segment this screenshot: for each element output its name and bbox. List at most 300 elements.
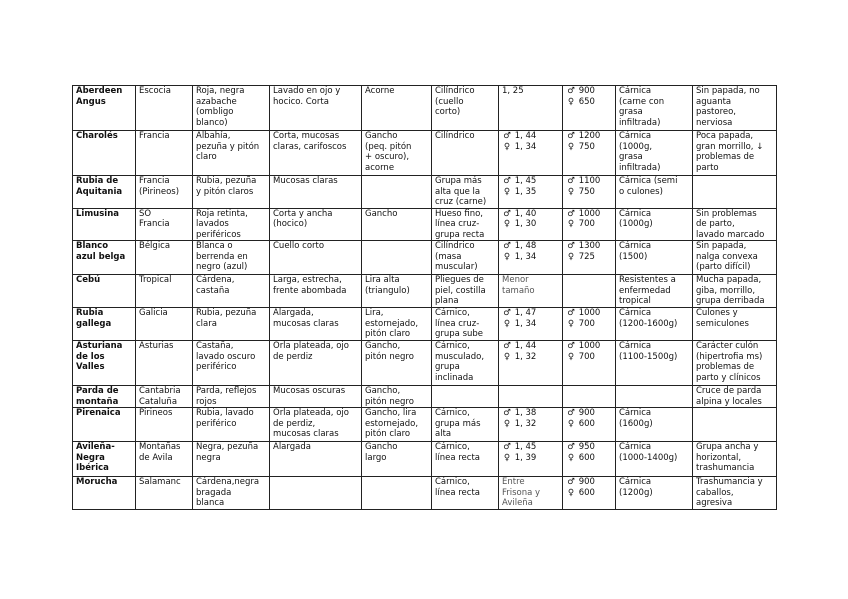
size-cell (499, 386, 563, 408)
table-row (73, 275, 777, 308)
origin-cell (136, 308, 193, 341)
cell-line: corto) (435, 107, 461, 117)
coat-cell (193, 477, 270, 510)
aptitude-cell (616, 208, 693, 241)
cell-line: negro (azul) (196, 262, 248, 272)
cell-line: pitón claro (365, 329, 411, 339)
sex-value-pair (566, 187, 612, 198)
male-symbol-icon: ♂ (567, 308, 575, 318)
cell-line: pezuña y pitón (196, 141, 260, 152)
cell-line: Acorne (365, 86, 395, 96)
size-cell (499, 131, 563, 176)
male-symbol-icon: ♂ (567, 442, 575, 452)
cell-line: hocico. Corta (273, 96, 329, 107)
pair-value: 1, 44 (514, 131, 537, 141)
breed-name-cell (73, 176, 136, 209)
cell-line: trashumancia (696, 463, 755, 473)
cell-line: Cárnica (619, 308, 652, 318)
horns-cell (362, 275, 432, 308)
sex-value-pair (566, 419, 612, 430)
female-symbol-icon: ♀ (567, 351, 575, 362)
female-symbol-icon: ♀ (567, 452, 575, 463)
cell-line: inclinada (435, 372, 474, 383)
cell-line: y pitón claros (196, 186, 254, 197)
size-cell (499, 477, 563, 510)
cell-line: giba, morrillo, (696, 285, 756, 296)
pair-value: 950 (578, 442, 595, 452)
cell-line: estornejado, (365, 418, 419, 429)
cell-line: pitón claro (365, 429, 411, 439)
cell-line: azul belga (76, 251, 126, 262)
cell-line: de Avila (139, 452, 173, 463)
horns-cell (362, 208, 432, 241)
female-symbol-icon: ♀ (503, 219, 511, 229)
cell-line: Cárnico, (435, 477, 470, 487)
horns-cell (362, 131, 432, 176)
origin-cell (136, 131, 193, 176)
sex-value-pair (502, 352, 559, 363)
cell-line: de parto, (696, 219, 735, 229)
cell-line: montaña (76, 396, 119, 407)
cell-line: Rubia, lavado (196, 408, 254, 418)
cell-line: caballos, (696, 487, 734, 498)
cell-line: periféricos (196, 229, 241, 240)
notes-cell (693, 386, 777, 408)
cell-line: (parto difícil) (696, 262, 751, 272)
weight-cell (563, 308, 616, 341)
cell-line: Sin papada, no (696, 86, 760, 96)
cell-line: Grupa más (435, 176, 482, 186)
coat-cell (193, 275, 270, 308)
mucosa-cell (270, 308, 362, 341)
cell-line: rojos (196, 396, 217, 407)
horns-cell (362, 241, 432, 275)
weight-cell (563, 86, 616, 131)
pair-value: 900 (578, 408, 595, 418)
pair-value: 1000 (578, 208, 601, 219)
cell-line: Gancho (365, 131, 398, 141)
cell-line: (cuello (435, 96, 464, 107)
aptitude-cell (616, 477, 693, 510)
sex-value-pair (502, 142, 559, 153)
cell-line: Albahía, (196, 131, 231, 141)
cell-line: de perdiz (273, 351, 313, 362)
pair-value: 700 (578, 219, 595, 229)
cell-line: Asturiana (76, 341, 123, 351)
cell-line: Cruce de parda (696, 386, 762, 396)
pair-value: 1000 (578, 341, 601, 351)
weight-cell (563, 131, 616, 176)
male-symbol-icon: ♂ (503, 408, 511, 418)
cell-line: Gancho, (365, 341, 401, 351)
cell-line: alta (435, 429, 452, 439)
aptitude-cell (616, 308, 693, 341)
cell-line: Sin papada, (696, 241, 747, 251)
cell-line: Mucha papada, (696, 275, 762, 285)
aptitude-cell (616, 386, 693, 408)
mucosa-cell (270, 86, 362, 131)
cell-line: mucosas claras (273, 429, 339, 439)
origin-cell (136, 442, 193, 477)
sex-value-pair (502, 341, 559, 352)
cell-line: Charolés (76, 131, 118, 141)
pair-value: 1, 34 (514, 141, 537, 152)
table-row (73, 86, 777, 131)
male-symbol-icon: ♂ (503, 208, 511, 219)
cell-line: Resistentes a (619, 275, 676, 285)
pair-value: 1, 44 (514, 341, 537, 351)
weight-cell (563, 341, 616, 386)
size-cell (499, 275, 563, 308)
cell-line: pastoreo, (696, 107, 737, 117)
weight-cell (563, 477, 616, 510)
mucosa-cell (270, 176, 362, 209)
aptitude-cell (616, 131, 693, 176)
aptitude-cell (616, 341, 693, 386)
cell-line: Gancho (365, 208, 398, 219)
pair-value: 1, 32 (514, 351, 537, 362)
cell-line: Avileña (502, 498, 533, 508)
sex-value-pair (566, 252, 612, 263)
cell-line: Entre (502, 477, 525, 487)
sex-value-pair (566, 131, 612, 142)
cell-line: Cárnica (619, 477, 652, 487)
table-row (73, 308, 777, 341)
male-symbol-icon: ♂ (503, 308, 511, 318)
cell-line: blanca (196, 498, 225, 508)
cell-line: semiculones (696, 318, 749, 329)
female-symbol-icon: ♀ (503, 418, 511, 429)
cell-line: Asturias (139, 341, 174, 351)
male-symbol-icon: ♂ (503, 131, 511, 141)
cell-line: largo (365, 452, 387, 463)
conformation-cell (432, 477, 499, 510)
breed-name-cell (73, 408, 136, 442)
cell-line: problemas de (696, 362, 755, 372)
coat-cell (193, 131, 270, 176)
cell-line: Valles (76, 362, 105, 372)
size-cell (499, 176, 563, 209)
notes-cell (693, 341, 777, 386)
pair-value: 1, 40 (514, 208, 537, 219)
cell-line: mucosas claras (273, 318, 339, 329)
cell-line: Castaña, (196, 341, 234, 351)
sex-value-pair (502, 419, 559, 430)
cell-line: (triangulo) (365, 285, 410, 296)
coat-cell (193, 408, 270, 442)
aptitude-cell (616, 176, 693, 209)
aptitude-cell (616, 241, 693, 275)
cell-line: lavados (196, 219, 229, 229)
origin-cell (136, 208, 193, 241)
male-symbol-icon: ♂ (567, 241, 575, 251)
cell-line: Bélgica (139, 241, 171, 251)
female-symbol-icon: ♀ (503, 351, 511, 362)
horns-cell (362, 442, 432, 477)
table-row (73, 341, 777, 386)
cell-line: enfermedad (619, 285, 671, 296)
cell-line: blanco) (196, 117, 228, 128)
horns-cell (362, 386, 432, 408)
size-cell (499, 408, 563, 442)
cell-line: Montañas (139, 442, 181, 452)
breed-name-cell (73, 386, 136, 408)
origin-cell (136, 86, 193, 131)
sex-value-pair (566, 142, 612, 153)
coat-cell (193, 308, 270, 341)
female-symbol-icon: ♀ (503, 452, 511, 463)
cell-line: Francia (139, 131, 170, 141)
cell-line: musculado, (435, 351, 485, 362)
cell-line: de perdiz, (273, 418, 316, 429)
origin-cell (136, 477, 193, 510)
horns-cell (362, 308, 432, 341)
cell-line: Culones y (696, 308, 738, 318)
pair-value: 1, 34 (514, 251, 537, 262)
cell-line: claro (196, 152, 217, 162)
cell-line: Cantabria (139, 386, 181, 396)
weight-cell (563, 442, 616, 477)
cell-line: lavado oscuro (196, 351, 256, 362)
weight-cell (563, 275, 616, 308)
cell-line: Cárnica (619, 86, 652, 96)
cell-line: claras, carifoscos (273, 141, 347, 152)
coat-cell (193, 341, 270, 386)
table-row (73, 131, 777, 176)
cell-line: (carne con (619, 96, 665, 107)
sex-value-pair (502, 209, 559, 220)
cell-line: Gancho, (365, 386, 401, 396)
cell-line: Frisona y (502, 487, 541, 498)
cell-line: problemas de (696, 152, 755, 162)
cell-line: Larga, estrecha, (273, 275, 342, 285)
cell-line: Lira alta (365, 275, 400, 285)
cell-line: SO (139, 208, 152, 219)
conformation-cell (432, 341, 499, 386)
pair-value: 1, 34 (514, 318, 537, 329)
pair-value: 1, 30 (514, 219, 537, 229)
weight-cell (563, 408, 616, 442)
conformation-cell (432, 386, 499, 408)
cell-line: clara (196, 318, 217, 329)
pair-value: 1, 39 (514, 452, 537, 463)
cell-line: alta que la (435, 186, 481, 197)
conformation-cell (432, 408, 499, 442)
sex-value-pair (566, 477, 612, 488)
notes-cell (693, 241, 777, 275)
weight-cell (563, 208, 616, 241)
origin-cell (136, 275, 193, 308)
cell-line: Pirineos (139, 408, 173, 418)
cell-line: Cataluña (139, 396, 178, 407)
cell-line: Cebú (76, 275, 101, 285)
size-cell (499, 308, 563, 341)
sex-value-pair (502, 453, 559, 464)
male-symbol-icon: ♂ (567, 341, 575, 351)
cell-line: grasa (619, 152, 643, 162)
cell-line: Francia (139, 219, 170, 229)
cell-line: (ombligo (196, 107, 234, 117)
female-symbol-icon: ♀ (567, 186, 575, 197)
mucosa-cell (270, 241, 362, 275)
cell-line: Orla plateada, ojo (273, 408, 349, 418)
conformation-cell (432, 442, 499, 477)
sex-value-pair (566, 408, 612, 419)
male-symbol-icon: ♂ (567, 477, 575, 487)
sex-value-pair (502, 176, 559, 187)
cell-line: agresiva (696, 498, 733, 508)
conformation-cell (432, 308, 499, 341)
male-symbol-icon: ♂ (503, 176, 511, 186)
pair-value: 1, 32 (514, 418, 537, 429)
sex-value-pair (566, 488, 612, 499)
cell-line: Pirenaica (76, 408, 121, 418)
mucosa-cell (270, 386, 362, 408)
female-symbol-icon: ♀ (503, 318, 511, 329)
cell-line: Cárnica (619, 208, 652, 219)
aptitude-cell (616, 275, 693, 308)
cell-line: Negra, pezuña (196, 442, 259, 452)
weight-cell (563, 241, 616, 275)
pair-value: 1, 47 (514, 308, 537, 318)
pair-value: 650 (578, 96, 595, 107)
cell-line: grupa (435, 362, 460, 372)
cell-line: piel, costilla (435, 285, 486, 296)
cell-line: bragada (196, 487, 232, 498)
pair-value: 1100 (578, 176, 601, 186)
male-symbol-icon: ♂ (503, 442, 511, 452)
horns-cell (362, 176, 432, 209)
pair-value: 1200 (578, 131, 601, 141)
coat-cell (193, 208, 270, 241)
sex-value-pair (566, 308, 612, 319)
cell-line: parto (696, 162, 719, 173)
cell-line: Alargada (273, 442, 311, 452)
cell-line: Rubia (76, 308, 104, 318)
cell-line: Trashumancia y (696, 477, 763, 487)
cell-line: (1500) (619, 251, 648, 262)
cell-line: grupa derribada (696, 296, 765, 306)
cell-line: (1000-1400g) (619, 452, 678, 463)
size-cell (499, 442, 563, 477)
cell-line: Salamanc (139, 477, 181, 487)
cell-line: Escocia (139, 86, 171, 96)
cell-line: de los (76, 351, 105, 362)
cell-line: grupa recta (435, 229, 485, 240)
cell-line: línea recta (435, 452, 481, 463)
pair-value: 725 (578, 251, 595, 262)
size-cell (499, 241, 563, 275)
pair-value: 900 (578, 86, 595, 96)
cell-line: línea cruz- (435, 318, 480, 329)
male-symbol-icon: ♂ (567, 208, 575, 219)
cell-line: Rubia, pezuña (196, 176, 257, 186)
cell-line: Avileña- (76, 442, 115, 452)
cell-line: Aquitania (76, 186, 123, 197)
mucosa-cell (270, 341, 362, 386)
cell-line: Cárnico, (435, 442, 470, 452)
cell-line: Francia (139, 176, 170, 186)
aptitude-cell (616, 408, 693, 442)
size-cell (499, 341, 563, 386)
sex-value-pair (502, 241, 559, 252)
female-symbol-icon: ♀ (567, 251, 575, 262)
aptitude-cell (616, 86, 693, 131)
conformation-cell (432, 176, 499, 209)
cell-line: periférico (196, 418, 237, 429)
cell-line: grupa más (435, 418, 481, 429)
cell-line: infiltrada) (619, 162, 661, 173)
female-symbol-icon: ♀ (567, 487, 575, 498)
breed-name-cell (73, 275, 136, 308)
conformation-cell (432, 275, 499, 308)
cell-line: Roja retinta, (196, 208, 248, 219)
cell-line: Gancho, lira (365, 408, 417, 418)
mucosa-cell (270, 477, 362, 510)
breed-table (72, 85, 777, 510)
cell-line: (1100-1500g) (619, 351, 678, 362)
cell-line: infiltrada) (619, 117, 661, 128)
breed-table-body (73, 86, 777, 510)
notes-cell (693, 86, 777, 131)
sex-value-pair (502, 187, 559, 198)
cell-line: Cárdena, (196, 275, 235, 285)
female-symbol-icon: ♀ (503, 141, 511, 152)
notes-cell (693, 131, 777, 176)
weight-cell (563, 386, 616, 408)
breed-name-cell (73, 241, 136, 275)
origin-cell (136, 408, 193, 442)
male-symbol-icon: ♂ (567, 131, 575, 141)
female-symbol-icon: ♀ (567, 318, 575, 329)
mucosa-cell (270, 408, 362, 442)
cell-line: Cilíndrico (435, 131, 475, 141)
cell-line: Cárnica (semi (619, 176, 678, 186)
conformation-cell (432, 86, 499, 131)
cell-line: Ibérica (76, 463, 109, 473)
sex-value-pair (502, 219, 559, 230)
sex-value-pair (502, 308, 559, 319)
breed-name-cell (73, 477, 136, 510)
cell-line: Mucosas claras (273, 176, 338, 186)
cell-line: 1, 25 (502, 86, 524, 96)
pair-value: 600 (578, 487, 595, 498)
table-row (73, 241, 777, 275)
conformation-cell (432, 208, 499, 241)
cell-line: plana (435, 296, 459, 306)
mucosa-cell (270, 275, 362, 308)
cell-line: Gancho (365, 442, 398, 452)
cell-line: (hipertrofia ms) (696, 351, 763, 362)
table-row (73, 386, 777, 408)
cell-line: (Pirineos) (139, 186, 180, 197)
sex-value-pair (502, 131, 559, 142)
cell-line: nalga convexa (696, 251, 758, 262)
male-symbol-icon: ♂ (567, 176, 575, 186)
cell-line: Cárnica (619, 341, 652, 351)
origin-cell (136, 386, 193, 408)
cell-line: (1000g, (619, 141, 653, 152)
cell-line: Cárnico, (435, 408, 470, 418)
sex-value-pair (566, 453, 612, 464)
notes-cell (693, 442, 777, 477)
sex-value-pair (566, 241, 612, 252)
cell-line: aguanta (696, 96, 732, 107)
table-row (73, 208, 777, 241)
origin-cell (136, 176, 193, 209)
cell-line: Galicia (139, 308, 168, 318)
cell-line: Sin problemas (696, 208, 757, 219)
